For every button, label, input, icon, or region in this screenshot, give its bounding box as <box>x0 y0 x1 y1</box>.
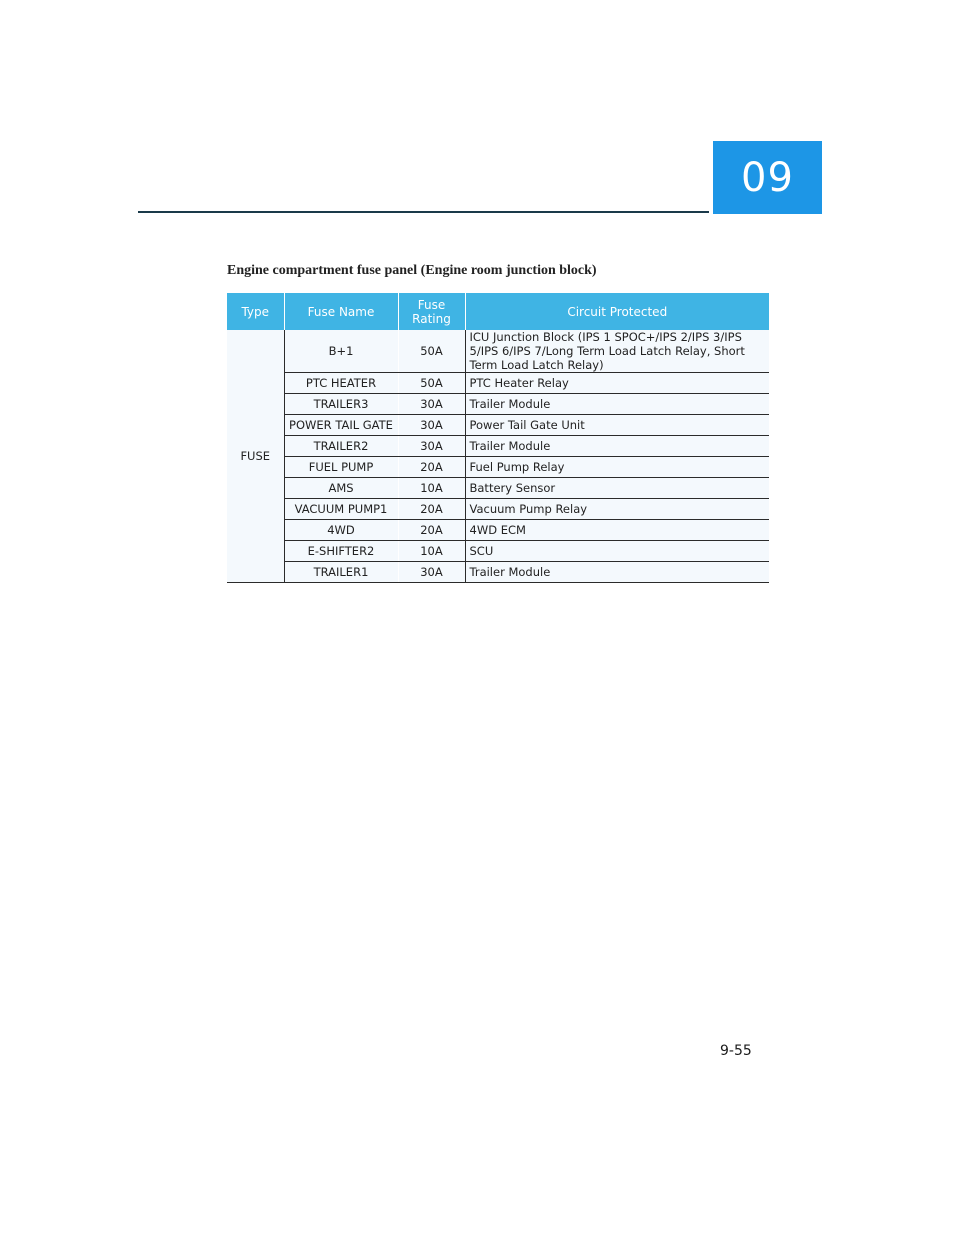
cell-fuse-rating: 50A <box>398 330 465 373</box>
table-row <box>227 562 769 583</box>
table-row <box>227 520 769 541</box>
cell-circuit-protected: Power Tail Gate Unit <box>465 415 769 436</box>
cell-fuse-name: E-SHIFTER2 <box>284 541 398 562</box>
cell-fuse-rating: 30A <box>398 562 465 583</box>
cell-fuse-name: AMS <box>284 478 398 499</box>
header-rule <box>138 211 709 213</box>
cell-circuit-protected: Trailer Module <box>465 436 769 457</box>
cell-fuse-name: VACUUM PUMP1 <box>284 499 398 520</box>
cell-circuit-protected: Trailer Module <box>465 394 769 415</box>
chapter-tab <box>713 141 822 214</box>
page-number: 9-55 <box>720 1043 752 1059</box>
cell-fuse-name: TRAILER2 <box>284 436 398 457</box>
cell-fuse-name: B+1 <box>284 330 398 373</box>
cell-fuse-rating: 20A <box>398 499 465 520</box>
cell-fuse-name: 4WD <box>284 520 398 541</box>
table-row <box>227 541 769 562</box>
table-row <box>227 330 769 373</box>
cell-type: FUSE <box>227 330 284 583</box>
cell-circuit-protected: SCU <box>465 541 769 562</box>
table-row <box>227 499 769 520</box>
header-fuse-rating: Fuse Rating <box>398 293 465 330</box>
cell-fuse-rating: 30A <box>398 436 465 457</box>
table-row <box>227 415 769 436</box>
cell-circuit-protected: 4WD ECM <box>465 520 769 541</box>
cell-circuit-protected: ICU Junction Block (IPS 1 SPOC+/IPS 2/IPS 3/IPS 5/IPS 6/IPS 7/Long Term Load Latch Relay, Short Term Load Latch Relay) <box>465 330 769 373</box>
fuse-table <box>227 293 769 583</box>
cell-circuit-protected: Trailer Module <box>465 562 769 583</box>
cell-circuit-protected: Fuel Pump Relay <box>465 457 769 478</box>
table-row <box>227 373 769 394</box>
cell-fuse-rating: 10A <box>398 541 465 562</box>
table-header-row <box>227 293 769 330</box>
cell-fuse-name: PTC HEATER <box>284 373 398 394</box>
section-title: Engine compartment fuse panel (Engine room junction block) <box>227 263 597 278</box>
table-row <box>227 478 769 499</box>
table-row <box>227 436 769 457</box>
cell-fuse-rating: 50A <box>398 373 465 394</box>
cell-circuit-protected: Vacuum Pump Relay <box>465 499 769 520</box>
cell-circuit-protected: Battery Sensor <box>465 478 769 499</box>
cell-fuse-rating: 30A <box>398 415 465 436</box>
header-circuit-protected: Circuit Protected <box>465 293 769 330</box>
cell-fuse-name: POWER TAIL GATE <box>284 415 398 436</box>
cell-circuit-protected: PTC Heater Relay <box>465 373 769 394</box>
cell-fuse-name: TRAILER1 <box>284 562 398 583</box>
chapter-number: 09 <box>741 154 794 201</box>
table-row <box>227 457 769 478</box>
header-fuse-name: Fuse Name <box>284 293 398 330</box>
cell-fuse-rating: 20A <box>398 520 465 541</box>
cell-fuse-rating: 30A <box>398 394 465 415</box>
cell-fuse-name: FUEL PUMP <box>284 457 398 478</box>
header-type: Type <box>227 293 284 330</box>
fuse-table-body <box>227 330 769 583</box>
table-row <box>227 394 769 415</box>
cell-fuse-rating: 20A <box>398 457 465 478</box>
cell-fuse-rating: 10A <box>398 478 465 499</box>
cell-fuse-name: TRAILER3 <box>284 394 398 415</box>
